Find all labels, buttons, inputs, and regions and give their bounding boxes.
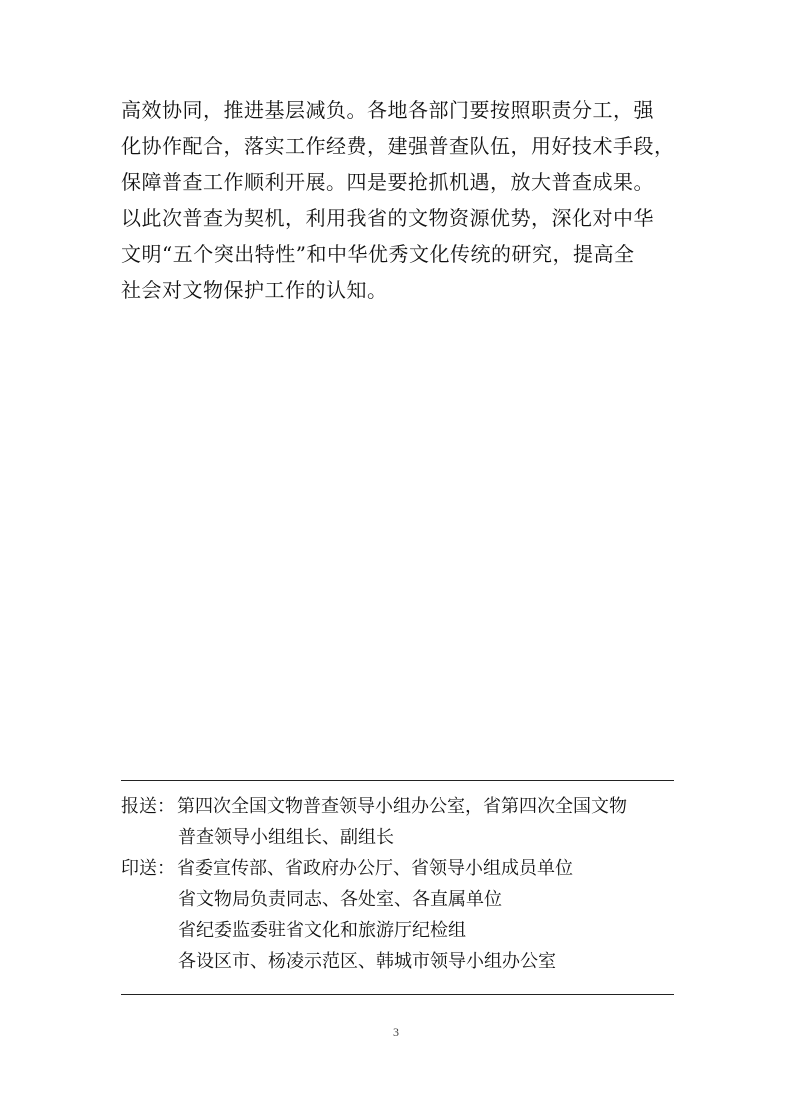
- body-line: 文明“五个突出特性”和中华优秀文化传统的研究，提高全: [121, 242, 635, 266]
- report-recipient: 第四次全国文物普查领导小组办公室，省第四次全国文物: [177, 796, 627, 817]
- body-line: 以此次普查为契机，利用我省的文物资源优势，深化对中华: [121, 206, 654, 230]
- print-line: [121, 853, 681, 884]
- print-recipient: 省文物局负责同志、各处室、各直属单位: [178, 889, 502, 910]
- print-recipient: 省委宣传部、省政府办公厅、省领导小组成员单位: [177, 858, 573, 879]
- body-line: 化协作配合，落实工作经费，建强普查队伍，用好技术手段，: [121, 134, 675, 158]
- body-line: 社会对文物保护工作的认知。: [121, 278, 388, 302]
- body-line: 保障普查工作顺利开展。四是要抢抓机遇，放大普查成果。: [121, 170, 654, 194]
- divider-top: [121, 780, 674, 781]
- report-line: [121, 791, 681, 822]
- divider-bottom: [121, 994, 674, 995]
- body-line: 高效协同，推进基层减负。各地各部门要按照职责分工，强: [121, 98, 654, 122]
- report-recipient-continued: 普查领导小组组长、副组长: [178, 827, 394, 848]
- print-recipient: 各设区市、杨凌示范区、韩城市领导小组办公室: [178, 951, 556, 972]
- report-label: 报送：: [121, 796, 175, 817]
- print-recipient: 省纪委监委驻省文化和旅游厅纪检组: [178, 920, 466, 941]
- body-paragraph: [121, 92, 681, 308]
- distribution-block: [121, 791, 681, 977]
- print-label: 印送：: [121, 858, 175, 879]
- page-number: 3: [393, 1025, 399, 1039]
